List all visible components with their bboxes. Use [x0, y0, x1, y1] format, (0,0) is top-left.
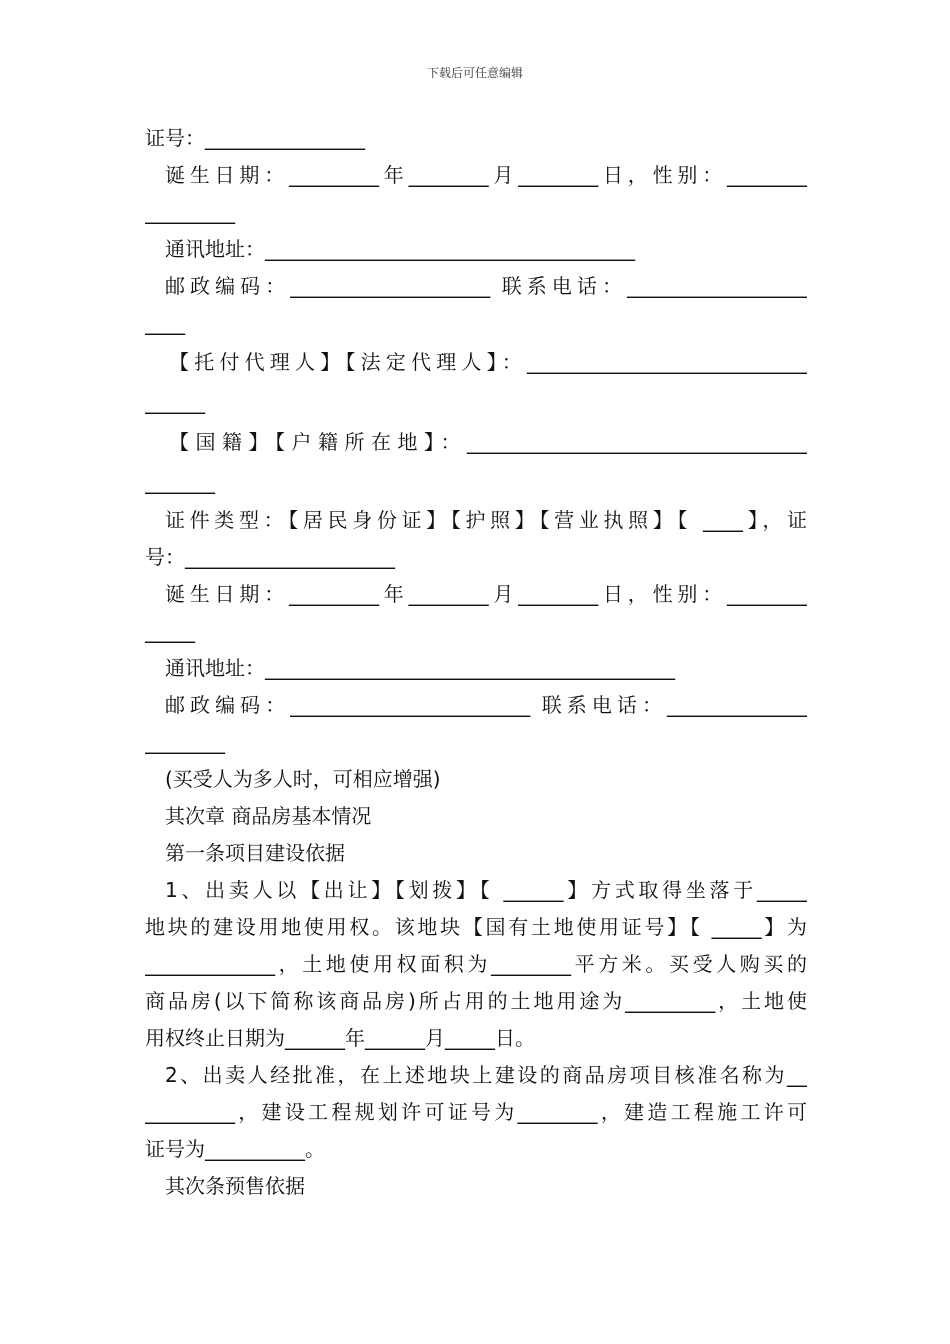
- paragraph-line: 商品房(以下简称该商品房)所占用的土地用途为_________，土地使: [145, 989, 807, 1013]
- line-agent: 【托付代理人】【法定代理人】：____________________________: [169, 350, 807, 374]
- line-id-type: 证件类型：【居民身份证】【护照】【营业执照】【 ____】，证: [165, 508, 807, 532]
- line-continuation: _________: [145, 200, 235, 224]
- line-birth-date-gender: 诞生日期：_________年________月________日，性别：________: [165, 582, 807, 606]
- line-birth-date-gender: 诞生日期：_________年________月________日，性别：________: [165, 163, 807, 187]
- line-cert-number: 证号：________________: [145, 126, 365, 150]
- line-note-multiple-buyers: (买受人为多人时，可相应增强): [165, 767, 441, 791]
- line-mailing-address: 通讯地址：_____________________________________: [165, 237, 635, 261]
- paragraph-line: 地块的建设用地使用权。该地块【国有土地使用证号】【 _____】为: [145, 915, 807, 939]
- line-id-number: 号：_____________________: [145, 545, 395, 569]
- paragraph-line: 用权终止日期为______年______月_____日。: [145, 1026, 535, 1050]
- line-continuation: ______: [145, 390, 205, 414]
- line-mailing-address: 通讯地址：_________________________________________: [165, 656, 675, 680]
- paragraph-line: _________，建设工程规划许可证号为________，建造工程施工许可: [145, 1100, 807, 1124]
- line-nationality-domicile: 【国籍】【户籍所在地】：__________________________________: [169, 430, 807, 454]
- paragraph-line: 1、出卖人以【出让】【划拨】【 ______】方式取得坐落于_____: [165, 878, 807, 902]
- article-heading: 第一条项目建设依据: [165, 841, 345, 865]
- page-header: 下载后可任意编辑: [426, 66, 523, 80]
- line-continuation: _____: [145, 619, 195, 643]
- line-continuation: _______: [145, 470, 215, 494]
- paragraph-line: 2、出卖人经批准，在上述地块上建设的商品房项目核准名称为__: [165, 1063, 807, 1087]
- article-heading: 其次条预售依据: [165, 1174, 305, 1198]
- chapter-heading: 其次章 商品房基本情况: [165, 804, 372, 828]
- line-postcode-phone: 邮政编码：________________________ 联系电话：______________: [165, 693, 807, 717]
- line-continuation: ________: [145, 730, 225, 754]
- document-body: [145, 120, 807, 1205]
- line-postcode-phone: 邮政编码：____________________ 联系电话：__________________: [165, 274, 807, 298]
- paragraph-line: _____________，土地使用权面积为________平方米。买受人购买的: [145, 952, 807, 976]
- line-continuation: ____: [145, 311, 185, 335]
- paragraph-line: 证号为__________。: [145, 1137, 325, 1161]
